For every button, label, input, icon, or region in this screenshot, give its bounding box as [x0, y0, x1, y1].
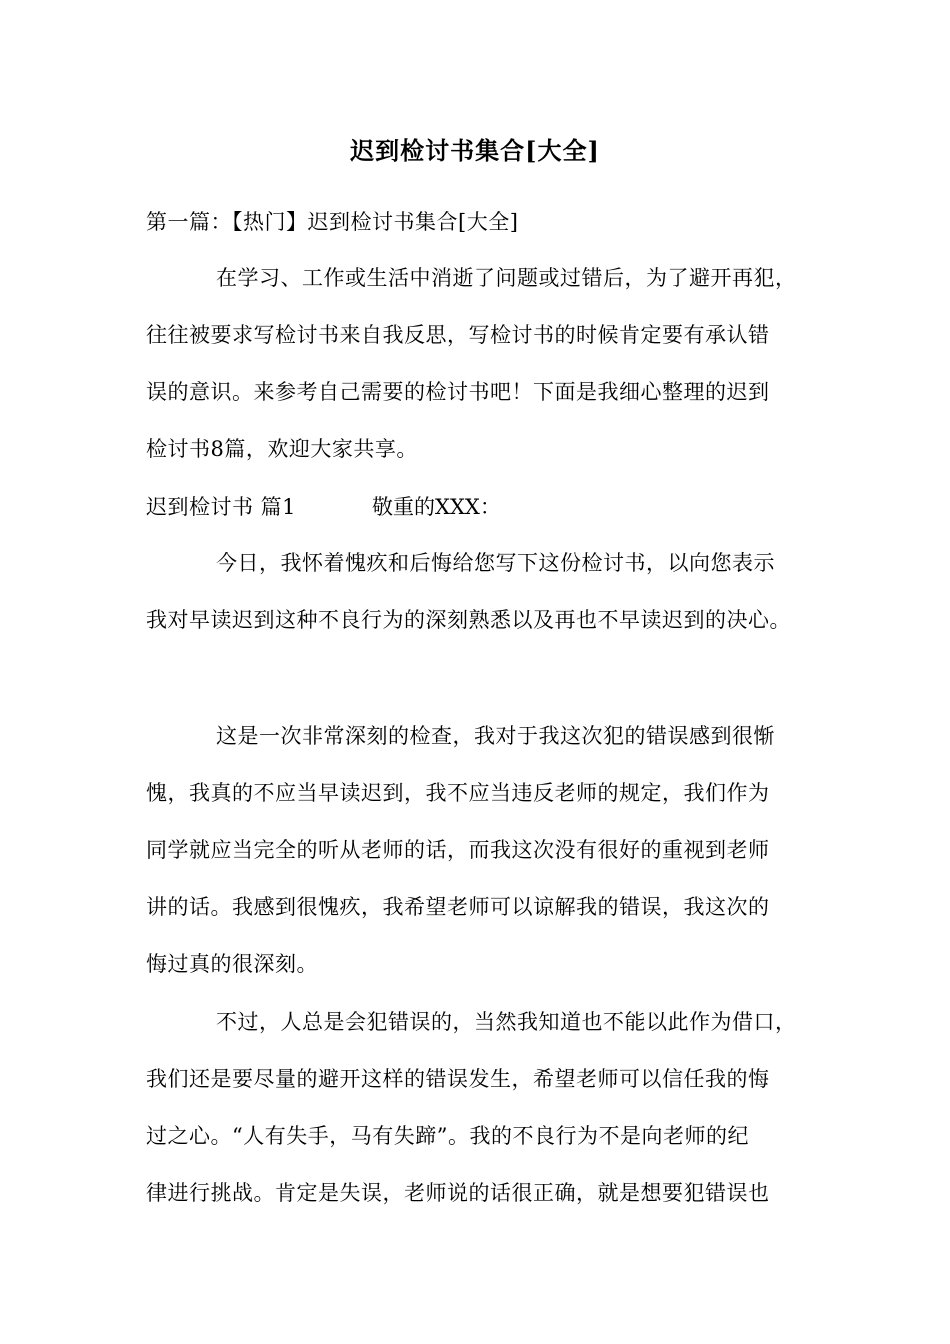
paragraph-line: 今日，我怀着愧疚和后悔给您写下这份检讨书，以向您表示: [216, 551, 775, 575]
paragraph-line: 我们还是要尽量的避开这样的错误发生，希望老师可以信任我的悔: [146, 1067, 770, 1091]
section-heading: 第一篇：【热门】迟到检讨书集合[大全]: [146, 210, 519, 234]
intro-line: 往往被要求写检讨书来自我反思，写检讨书的时候肯定要有承认错: [146, 323, 770, 347]
paragraph-line: 讲的话。我感到很愧疚，我希望老师可以谅解我的错误，我这次的: [146, 895, 770, 919]
intro-line: 在学习、工作或生活中消逝了问题或过错后，为了避开再犯，: [216, 266, 797, 290]
paragraph-line: 不过，人总是会犯错误的，当然我知道也不能以此作为借口，: [216, 1010, 797, 1034]
paragraph-line: 悔过真的很深刻。: [146, 952, 318, 976]
intro-line: 误的意识。来参考自己需要的检讨书吧！下面是我细心整理的迟到: [146, 380, 770, 404]
paragraph-line: 愧，我真的不应当早读迟到，我不应当违反老师的规定，我们作为: [146, 781, 770, 805]
article-label: 迟到检讨书 篇1: [146, 495, 297, 519]
paragraph-line: 律进行挑战。肯定是失误，老师说的话很正确，就是想要犯错误也: [146, 1181, 770, 1205]
paragraph-line: 过之心。“人有失手，马有失蹄”。我的不良行为不是向老师的纪: [146, 1124, 749, 1148]
paragraph-line: 同学就应当完全的听从老师的话，而我这次没有很好的重视到老师: [146, 838, 770, 862]
greeting: 敬重的XXX：: [372, 495, 501, 519]
paragraph-line: 我对早读迟到这种不良行为的深刻熟悉以及再也不早读迟到的决心。: [146, 608, 791, 632]
document-title: 迟到检讨书集合[大全]: [350, 136, 600, 165]
intro-line: 检讨书8篇，欢迎大家共享。: [146, 437, 418, 461]
paragraph-line: 这是一次非常深刻的检查，我对于我这次犯的错误感到很惭: [216, 724, 775, 748]
